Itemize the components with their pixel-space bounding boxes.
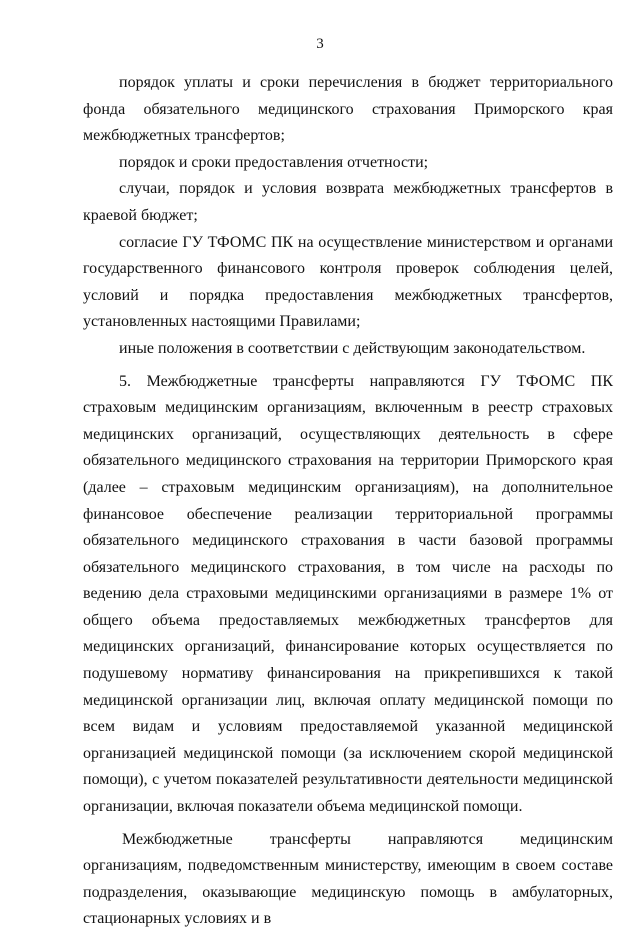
paragraph-consent: согласие ГУ ТФОМС ПК на осуществление министерством и органами государственного финансового контроля проверок соблюдения целей, условий и порядка предоставления межбюджетных трансфертов, установленных настоящими Правилами; [83,233,613,331]
paragraph-refund-cases: случаи, порядок и условия возврата межбюджетных трансфертов в краевой бюджет; [83,180,613,224]
paragraph-other-provisions: иные положения в соответствии с действующим законодательством. [119,339,586,357]
document-body [83,70,613,933]
paragraph-transfers-to-organizations: Межбюджетные трансферты направляются медицинским организациям, подведомственным министерству, имеющим в своем составе подразделения, оказывающие медицинскую помощь в амбулаторных, стационарных условиях и в [83,830,613,928]
paragraph-item-5: 5. Межбюджетные трансферты направляются ГУ ТФОМС ПК страховым медицинским организациям, включенным в реестр страховых медицинских организаций, осуществляющих деятельность в сфере обязательного медицинского страхования на территории Приморского края (далее – страховым медицинским организациям), на дополнительное финансовое обеспечение реализации территориальной программы обязательного медицинского страхования в части базовой программы обязательного медицинского страхования, в том числе на расходы по ведению дела страховыми медицинскими организациями в размере 1% от общего объема предоставляемых межбюджетных трансфертов для медицинских организаций, финансирование которых осуществляется по подушевому нормативу финансирования на прикрепившихся к такой медицинской организации лиц, включая оплату медицинской помощи по всем видам и условиям предоставляемой указанной медицинской организацией медицинской помощи (за исключением скорой медицинской помощи), с учетом показателей результативности деятельности медицинской организации, включая показатели объема медицинской помощи. [83,372,613,816]
paragraph-payment-order: порядок уплаты и сроки перечисления в бюджет территориального фонда обязательного медицинского страхования Приморского края межбюджетных трансфертов; [83,74,613,145]
paragraph-reporting: порядок и сроки предоставления отчетности; [119,153,429,171]
page-number: 3 [316,36,324,52]
